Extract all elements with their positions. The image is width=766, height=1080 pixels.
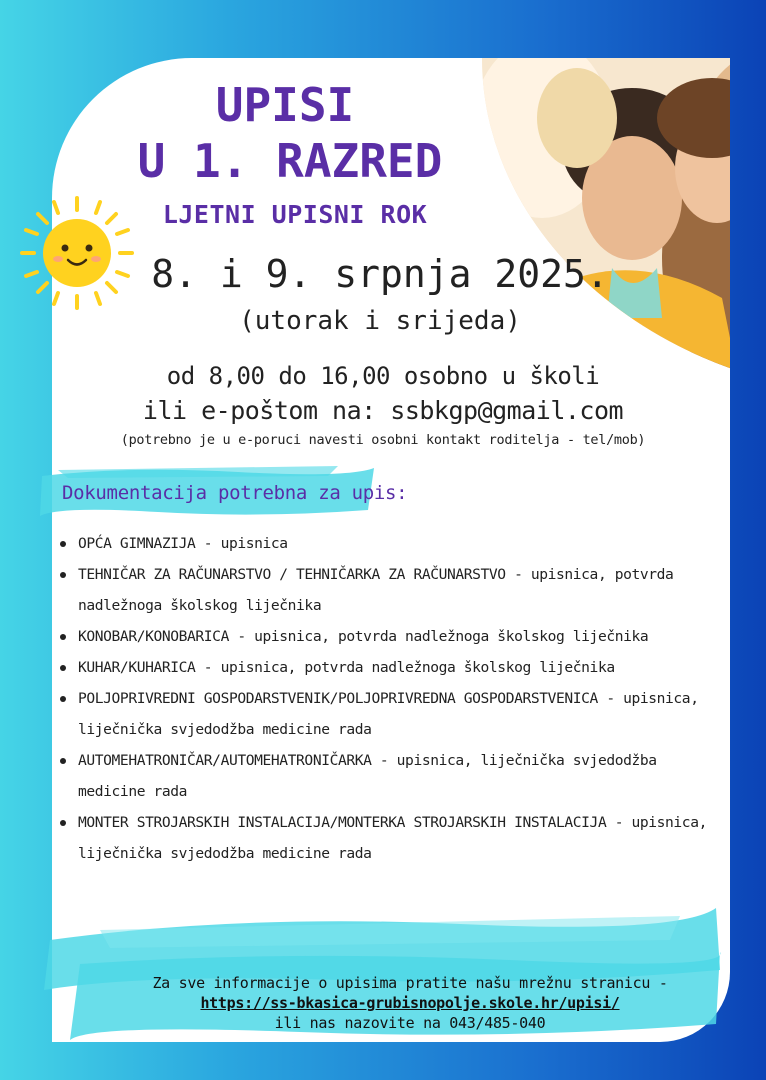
- list-item: TEHNIČAR ZA RAČUNARSTVO / TEHNIČARKA ZA RAČUNARSTVO - upisnica, potvrda nadležnoga školskog liječnika: [58, 559, 718, 621]
- list-item: AUTOMEHATRONIČAR/AUTOMEHATRONIČARKA - upisnica, liječnička svjedodžba medicine rada: [58, 745, 718, 807]
- list-item: POLJOPRIVREDNI GOSPODARSTVENIK/POLJOPRIVREDNA GOSPODARSTVENICA - upisnica, liječnička svjedodžba medicine rada: [58, 683, 718, 745]
- list-item: MONTER STROJARSKIH INSTALACIJA/MONTERKA STROJARSKIH INSTALACIJA - upisnica, liječnička svjedodžba medicine rada: [58, 807, 718, 869]
- footer-info: Za sve informacije o upisima pratite našu mrežnu stranicu -: [152, 974, 668, 992]
- title-line-1: UPISI: [215, 78, 355, 132]
- documents-heading: Dokumentacija potrebna za upis:: [62, 482, 408, 504]
- email-note: (potrebno je u e-poruci navesti osobni kontakt roditelja - tel/mob): [120, 432, 646, 448]
- documents-list: [58, 528, 718, 869]
- office-hours: od 8,00 do 16,00 osobno u školi: [166, 362, 600, 390]
- subtitle: LJETNI UPISNI ROK: [162, 200, 428, 229]
- footer-phone: ili nas nazovite na 043/485-040: [274, 1014, 546, 1032]
- students-photo: [482, 58, 730, 398]
- enrollment-days: (utorak i srijeda): [239, 306, 521, 336]
- enrollment-dates: 8. i 9. srpnja 2025.: [151, 252, 609, 296]
- email-line: ili e-poštom na: ssbkgp@gmail.com: [142, 396, 624, 425]
- list-item: OPĆA GIMNAZIJA - upisnica: [58, 528, 718, 559]
- list-item: KONOBAR/KONOBARICA - upisnica, potvrda nadležnoga školskog liječnika: [58, 621, 718, 652]
- title-line-2: U 1. RAZRED: [137, 134, 443, 188]
- list-item: KUHAR/KUHARICA - upisnica, potvrda nadležnoga školskog liječnika: [58, 652, 718, 683]
- website-link[interactable]: https://ss-bkasica-grubisnopolje.skole.hr/upisi/: [200, 994, 620, 1012]
